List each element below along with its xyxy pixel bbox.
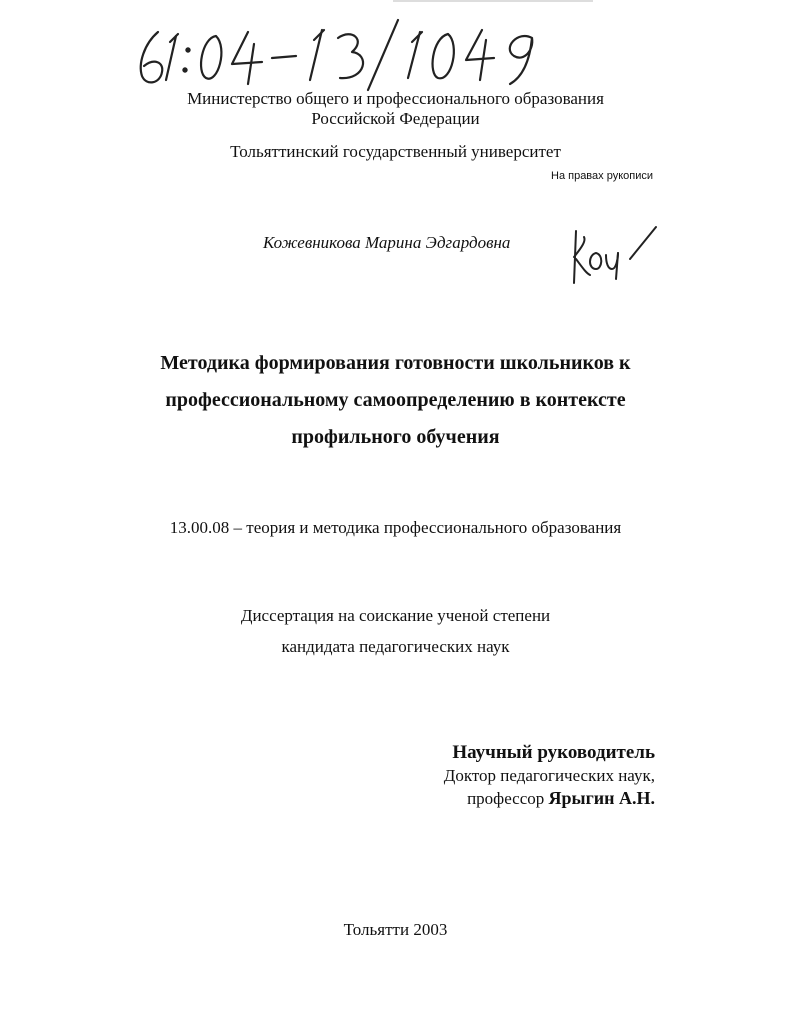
- degree-line2: кандидата педагогических наук: [281, 637, 510, 656]
- city-year: Тольятти 2003: [343, 920, 448, 939]
- supervisor-heading: Научный руководитель: [452, 742, 655, 763]
- university-name: Тольяттинский государственный университет: [230, 142, 561, 161]
- dissertation-title-line3: профильного обучения: [291, 426, 500, 448]
- degree-line1: Диссертация на соискание ученой степени: [240, 606, 551, 625]
- dissertation-title-line1: Методика формирования готовности школьников к: [160, 352, 631, 374]
- author-name: Кожевникова Марина Эдгардовна: [263, 233, 511, 252]
- handwritten-registration-number: [130, 14, 570, 94]
- manuscript-note: На правах рукописи: [551, 170, 653, 182]
- author-signature: [566, 225, 660, 289]
- ministry-name-line1: Министерство общего и профессионального образования: [187, 89, 604, 108]
- supervisor-title: профессор: [467, 789, 545, 808]
- ministry-name-line2: Российской Федерации: [311, 109, 480, 128]
- scan-edge-line: [393, 0, 593, 4]
- specialty-code: 13.00.08 – теория и методика профессионального образования: [169, 518, 622, 537]
- supervisor-block: [444, 741, 655, 810]
- supervisor-name: Ярыгин А.Н.: [548, 788, 655, 808]
- supervisor-title-line: [444, 787, 655, 810]
- supervisor-degree: Доктор педагогических наук,: [443, 766, 655, 785]
- dissertation-title-line2: профессиональному самоопределению в контексте: [165, 389, 626, 411]
